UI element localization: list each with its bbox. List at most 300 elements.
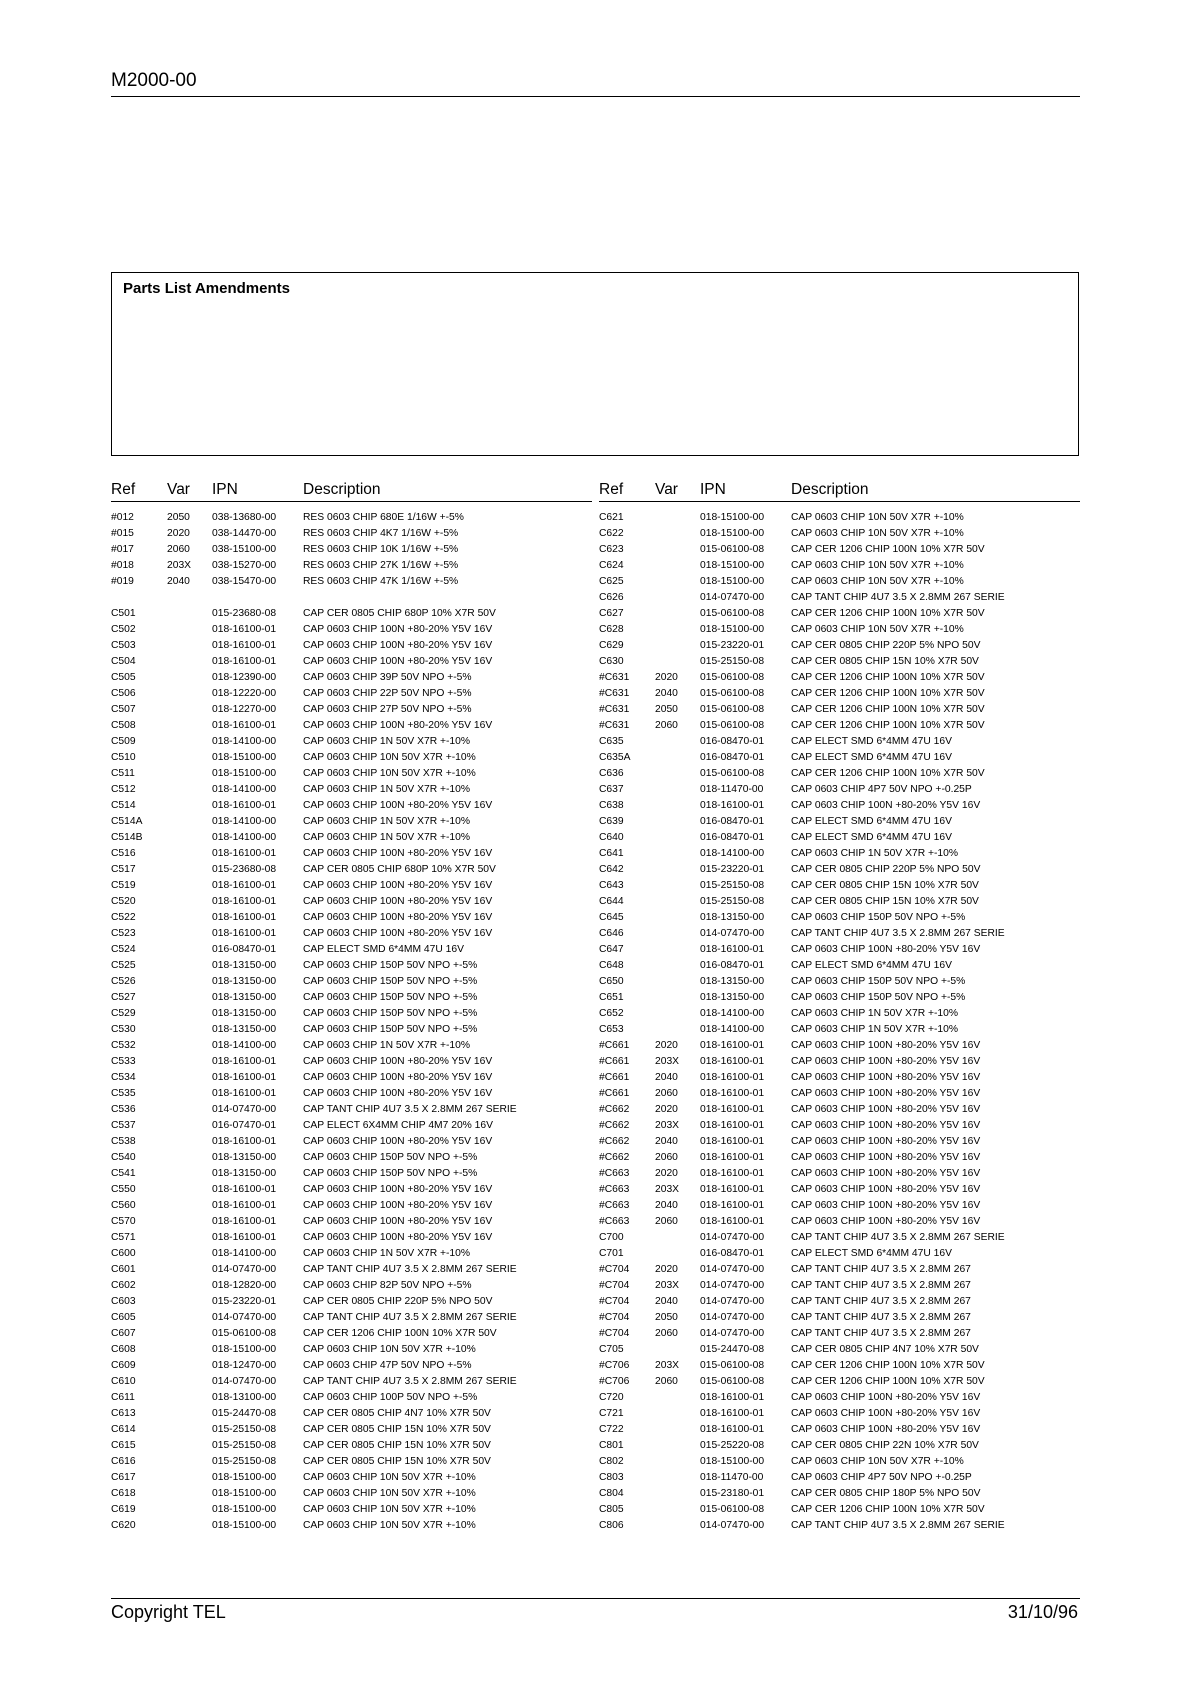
part-ipn: 018-16100-01 (700, 1104, 765, 1115)
part-var: 203X (655, 1280, 680, 1291)
part-row (599, 1054, 1080, 1070)
part-ref: C620 (111, 1520, 136, 1531)
part-ipn: 018-16100-01 (700, 1088, 765, 1099)
part-description: CAP ELECT SMD 6*4MM 47U 16V (791, 832, 952, 843)
part-ipn: 018-16100-01 (212, 640, 277, 651)
part-ipn: 018-15100-00 (700, 624, 765, 635)
part-description: CAP 0603 CHIP 100N +80-20% Y5V 16V (303, 624, 493, 635)
part-ref: C508 (111, 720, 136, 731)
part-ipn: 018-15100-00 (700, 560, 765, 571)
part-row (111, 1022, 592, 1038)
part-ref: C610 (111, 1376, 136, 1387)
part-description: CAP 0603 CHIP 150P 50V NPO +-5% (303, 1008, 478, 1019)
part-row (111, 702, 592, 718)
part-ref: #C663 (599, 1168, 630, 1179)
part-row (111, 1006, 592, 1022)
part-ref: C603 (111, 1296, 136, 1307)
part-description: CAP CER 1206 CHIP 100N 10% X7R 50V (791, 704, 985, 715)
part-description: CAP TANT CHIP 4U7 3.5 X 2.8MM 267 SERIE (791, 928, 1005, 939)
part-ref: C520 (111, 896, 136, 907)
part-description: CAP 0603 CHIP 4P7 50V NPO +-0.25P (791, 1472, 972, 1483)
part-row (599, 1214, 1080, 1230)
part-var: 203X (655, 1056, 680, 1067)
part-row (599, 798, 1080, 814)
part-description: CAP 0603 CHIP 1N 50V X7R +-10% (303, 832, 471, 843)
part-description: CAP 0603 CHIP 100N +80-20% Y5V 16V (791, 1424, 981, 1435)
part-ref: C514A (111, 816, 143, 827)
part-ipn: 018-16100-01 (212, 880, 277, 891)
part-row (599, 894, 1080, 910)
part-ref: #017 (111, 544, 134, 555)
part-description: CAP 0603 CHIP 100N +80-20% Y5V 16V (303, 656, 493, 667)
part-row (599, 1310, 1080, 1326)
part-ipn: 016-08470-01 (700, 816, 765, 827)
part-ipn: 018-16100-01 (212, 800, 277, 811)
part-row (111, 1454, 592, 1470)
part-ipn: 018-15100-00 (212, 1488, 277, 1499)
part-ipn: 018-16100-01 (212, 928, 277, 939)
part-row (599, 590, 1080, 606)
part-description: CAP ELECT SMD 6*4MM 47U 16V (791, 816, 952, 827)
part-row (599, 1198, 1080, 1214)
part-description: CAP CER 1206 CHIP 100N 10% X7R 50V (791, 1504, 985, 1515)
part-description: CAP ELECT SMD 6*4MM 47U 16V (791, 736, 952, 747)
part-row (599, 814, 1080, 830)
part-ipn: 015-06100-08 (700, 688, 765, 699)
part-var: 2040 (655, 1200, 678, 1211)
part-description: CAP 0603 CHIP 100N +80-20% Y5V 16V (791, 1104, 981, 1115)
part-description: CAP 0603 CHIP 100N +80-20% Y5V 16V (791, 1056, 981, 1067)
part-ref: C624 (599, 560, 624, 571)
part-var: 2040 (655, 1296, 678, 1307)
part-ipn: 038-15470-00 (212, 576, 277, 587)
part-description: CAP CER 0805 CHIP 180P 5% NPO 50V (791, 1488, 981, 1499)
part-ref: C619 (111, 1504, 136, 1515)
part-ref: C506 (111, 688, 136, 699)
part-row (599, 942, 1080, 958)
part-ipn: 018-11470-00 (700, 784, 764, 795)
part-row (111, 638, 592, 654)
part-ref: C529 (111, 1008, 136, 1019)
part-var: 2020 (655, 1264, 678, 1275)
part-ref: C705 (599, 1344, 624, 1355)
part-row (111, 510, 592, 526)
part-row (599, 878, 1080, 894)
part-ipn: 018-16100-01 (700, 944, 765, 955)
part-description: CAP 0603 CHIP 100N +80-20% Y5V 16V (303, 1216, 493, 1227)
part-description: CAP 0603 CHIP 100N +80-20% Y5V 16V (303, 912, 493, 923)
part-ipn: 038-15100-00 (212, 544, 277, 555)
part-row (599, 1486, 1080, 1502)
part-ipn: 018-16100-01 (212, 1088, 277, 1099)
part-ref: #015 (111, 528, 134, 539)
part-ref: C538 (111, 1136, 136, 1147)
page-header-title: M2000-00 (111, 70, 197, 91)
part-description: CAP 0603 CHIP 100N +80-20% Y5V 16V (791, 1408, 981, 1419)
part-description: CAP TANT CHIP 4U7 3.5 X 2.8MM 267 (791, 1296, 971, 1307)
parts-rows-left (111, 510, 592, 1534)
part-ipn: 038-14470-00 (212, 528, 277, 539)
part-ref: C532 (111, 1040, 136, 1051)
part-description: CAP CER 0805 CHIP 220P 5% NPO 50V (791, 640, 981, 651)
part-var: 203X (655, 1360, 680, 1371)
column-header (599, 481, 1080, 502)
part-ref: #C704 (599, 1328, 630, 1339)
part-ipn: 018-14100-00 (700, 848, 765, 859)
part-row (111, 1054, 592, 1070)
part-ipn: 014-07470-00 (700, 1520, 765, 1531)
part-row (111, 1198, 592, 1214)
part-ipn: 015-06100-08 (700, 1360, 765, 1371)
part-row (111, 798, 592, 814)
part-ipn: 018-14100-00 (212, 816, 277, 827)
part-ipn: 018-14100-00 (212, 832, 277, 843)
part-row (111, 846, 592, 862)
part-ref: C509 (111, 736, 136, 747)
part-row (111, 1278, 592, 1294)
part-ref: #C631 (599, 688, 630, 699)
footer-date: 31/10/96 (1007, 1602, 1078, 1622)
part-row (599, 782, 1080, 798)
part-description: CAP CER 1206 CHIP 100N 10% X7R 50V (791, 544, 985, 555)
part-row (111, 1326, 592, 1342)
footer-rule (111, 1598, 1080, 1599)
part-ref: C514 (111, 800, 136, 811)
part-description: CAP TANT CHIP 4U7 3.5 X 2.8MM 267 SERIE (303, 1376, 517, 1387)
part-ipn: 016-07470-01 (212, 1120, 277, 1131)
part-row (111, 814, 592, 830)
part-ref: C605 (111, 1312, 136, 1323)
part-row (599, 638, 1080, 654)
part-row (599, 1070, 1080, 1086)
part-ref: C618 (111, 1488, 136, 1499)
part-description: CAP 0603 CHIP 82P 50V NPO +-5% (303, 1280, 472, 1291)
part-ref: C512 (111, 784, 136, 795)
part-row (111, 1358, 592, 1374)
part-ref: C646 (599, 928, 624, 939)
part-ipn: 018-15100-00 (212, 1344, 277, 1355)
part-ipn: 018-13150-00 (700, 912, 765, 923)
part-ref: #C663 (599, 1184, 630, 1195)
part-ref: #C704 (599, 1264, 630, 1275)
part-ref: #C662 (599, 1152, 630, 1163)
part-row (599, 1326, 1080, 1342)
part-row (111, 622, 592, 638)
part-row (599, 990, 1080, 1006)
header-ipn: IPN (212, 481, 238, 498)
part-ipn: 018-16100-01 (212, 912, 277, 923)
part-description: CAP ELECT SMD 6*4MM 47U 16V (303, 944, 464, 955)
part-description: CAP 0603 CHIP 10N 50V X7R +-10% (303, 768, 476, 779)
part-row (599, 1438, 1080, 1454)
part-var: 2060 (655, 720, 678, 731)
part-ipn: 015-06100-08 (700, 720, 765, 731)
part-ref: C640 (599, 832, 624, 843)
part-ipn: 018-15100-00 (212, 1520, 277, 1531)
part-row (111, 1102, 592, 1118)
part-ipn: 018-11470-00 (700, 1472, 764, 1483)
part-ipn: 018-16100-01 (700, 1120, 765, 1131)
part-ipn: 015-23180-01 (700, 1488, 765, 1499)
part-var: 2060 (655, 1088, 678, 1099)
header-ref: Ref (599, 481, 624, 498)
part-ipn: 018-16100-01 (212, 896, 277, 907)
part-row (599, 1166, 1080, 1182)
part-ipn: 014-07470-00 (700, 1232, 765, 1243)
part-ipn: 018-16100-01 (212, 1200, 277, 1211)
part-ipn: 018-13150-00 (212, 1152, 277, 1163)
part-var: 2040 (655, 1072, 678, 1083)
part-var: 2060 (655, 1328, 678, 1339)
part-ref: C637 (599, 784, 624, 795)
part-row (111, 1470, 592, 1486)
part-ref: C615 (111, 1440, 136, 1451)
part-ipn: 015-25150-08 (700, 896, 765, 907)
part-row (111, 654, 592, 670)
part-description: CAP 0603 CHIP 10N 50V X7R +-10% (303, 1504, 476, 1515)
part-row (111, 526, 592, 542)
part-row (599, 622, 1080, 638)
part-ref: C614 (111, 1424, 136, 1435)
part-ipn: 018-14100-00 (212, 784, 277, 795)
part-ref: C537 (111, 1120, 136, 1131)
part-row (111, 782, 592, 798)
part-ref: C635 (599, 736, 624, 747)
part-description: CAP 0603 CHIP 150P 50V NPO +-5% (791, 992, 966, 1003)
part-ipn: 018-15100-00 (212, 1472, 277, 1483)
part-row (111, 1166, 592, 1182)
header-var: Var (655, 481, 678, 498)
part-row (111, 686, 592, 702)
part-ref: #C661 (599, 1056, 630, 1067)
part-ipn: 018-13150-00 (212, 1024, 277, 1035)
part-ipn: 018-14100-00 (212, 1040, 277, 1051)
part-ref: C643 (599, 880, 624, 891)
part-ipn: 015-25150-08 (700, 656, 765, 667)
part-description: CAP 0603 CHIP 100N +80-20% Y5V 16V (303, 928, 493, 939)
part-description: CAP 0603 CHIP 100N +80-20% Y5V 16V (791, 1136, 981, 1147)
part-ipn: 018-16100-01 (212, 720, 277, 731)
part-description: CAP ELECT SMD 6*4MM 47U 16V (791, 752, 952, 763)
part-description: CAP 0603 CHIP 150P 50V NPO +-5% (303, 1168, 478, 1179)
part-description: CAP CER 0805 CHIP 220P 5% NPO 50V (791, 864, 981, 875)
part-description: CAP ELECT 6X4MM CHIP 4M7 20% 16V (303, 1120, 494, 1131)
part-description: CAP CER 0805 CHIP 15N 10% X7R 50V (303, 1456, 491, 1467)
part-description: CAP CER 0805 CHIP 15N 10% X7R 50V (791, 656, 979, 667)
part-description: CAP 0603 CHIP 1N 50V X7R +-10% (303, 784, 471, 795)
part-ref: C602 (111, 1280, 136, 1291)
part-description: CAP TANT CHIP 4U7 3.5 X 2.8MM 267 (791, 1328, 971, 1339)
part-row (599, 558, 1080, 574)
part-ref: C507 (111, 704, 136, 715)
header-var: Var (167, 481, 190, 498)
part-ref: C503 (111, 640, 136, 651)
part-row (599, 1406, 1080, 1422)
part-ref: C635A (599, 752, 631, 763)
part-ref: #012 (111, 512, 134, 523)
part-ref: C645 (599, 912, 624, 923)
part-ipn: 015-06100-08 (700, 1376, 765, 1387)
part-description: RES 0603 CHIP 4K7 1/16W +-5% (303, 528, 459, 539)
part-description: CAP 0603 CHIP 100N +80-20% Y5V 16V (791, 1072, 981, 1083)
part-ref: C525 (111, 960, 136, 971)
part-ipn: 018-14100-00 (700, 1024, 765, 1035)
header-rule (111, 96, 1080, 97)
part-description: CAP 0603 CHIP 10N 50V X7R +-10% (303, 1472, 476, 1483)
part-ipn: 018-13150-00 (212, 1168, 277, 1179)
part-ref: C609 (111, 1360, 136, 1371)
part-description: CAP 0603 CHIP 100N +80-20% Y5V 16V (791, 1200, 981, 1211)
part-description: CAP ELECT SMD 6*4MM 47U 16V (791, 960, 952, 971)
part-description: CAP 0603 CHIP 100N +80-20% Y5V 16V (303, 640, 493, 651)
part-var: 2060 (655, 1152, 678, 1163)
part-ipn: 014-07470-00 (212, 1312, 277, 1323)
part-ipn: 016-08470-01 (700, 832, 765, 843)
part-ipn: 018-15100-00 (212, 752, 277, 763)
part-description: CAP 0603 CHIP 150P 50V NPO +-5% (303, 960, 478, 971)
part-ref: C510 (111, 752, 136, 763)
part-ipn: 014-07470-00 (212, 1376, 277, 1387)
part-ref: C622 (599, 528, 624, 539)
part-description: CAP CER 1206 CHIP 100N 10% X7R 50V (303, 1328, 497, 1339)
part-ref: C541 (111, 1168, 136, 1179)
part-description: CAP CER 1206 CHIP 100N 10% X7R 50V (791, 768, 985, 779)
part-ipn: 018-16100-01 (700, 1040, 765, 1051)
part-ref: C623 (599, 544, 624, 555)
part-var: 2020 (655, 672, 678, 683)
part-ref: C533 (111, 1056, 136, 1067)
part-description: CAP 0603 CHIP 150P 50V NPO +-5% (303, 1024, 478, 1035)
part-ipn: 018-16100-01 (700, 1392, 765, 1403)
part-description: CAP 0603 CHIP 10N 50V X7R +-10% (791, 528, 964, 539)
part-ipn: 018-14100-00 (700, 1008, 765, 1019)
part-ipn: 018-16100-01 (700, 1408, 765, 1419)
part-description: CAP 0603 CHIP 100N +80-20% Y5V 16V (303, 1232, 493, 1243)
part-row (599, 526, 1080, 542)
part-row (111, 1342, 592, 1358)
part-var: 203X (167, 560, 192, 571)
part-description: CAP CER 0805 CHIP 15N 10% X7R 50V (303, 1424, 491, 1435)
part-ipn: 015-24470-08 (212, 1408, 277, 1419)
part-ref: C523 (111, 928, 136, 939)
part-var: 2050 (655, 704, 678, 715)
part-row (111, 1118, 592, 1134)
part-description: CAP 0603 CHIP 10N 50V X7R +-10% (303, 1520, 476, 1531)
part-ipn: 018-13100-00 (212, 1392, 277, 1403)
part-ipn: 018-15100-00 (212, 1504, 277, 1515)
part-ipn: 018-15100-00 (700, 576, 765, 587)
part-row (599, 750, 1080, 766)
part-row (599, 830, 1080, 846)
part-row (599, 1086, 1080, 1102)
part-ipn: 016-08470-01 (700, 752, 765, 763)
part-ref: C536 (111, 1104, 136, 1115)
column-header (111, 481, 592, 502)
part-ref: C636 (599, 768, 624, 779)
part-row (111, 574, 592, 590)
part-row (111, 1422, 592, 1438)
part-ipn: 018-12270-00 (212, 704, 277, 715)
part-description: CAP CER 0805 CHIP 22N 10% X7R 50V (791, 1440, 979, 1451)
part-ref: C653 (599, 1024, 624, 1035)
part-description: CAP 0603 CHIP 100N +80-20% Y5V 16V (303, 800, 493, 811)
part-description: CAP 0603 CHIP 100N +80-20% Y5V 16V (791, 1392, 981, 1403)
part-ref: C642 (599, 864, 624, 875)
part-description: CAP CER 0805 CHIP 15N 10% X7R 50V (791, 880, 979, 891)
part-description: CAP 0603 CHIP 100N +80-20% Y5V 16V (791, 1040, 981, 1051)
part-var: 203X (655, 1184, 680, 1195)
part-description: CAP 0603 CHIP 150P 50V NPO +-5% (791, 912, 966, 923)
part-ref: C721 (599, 1408, 624, 1419)
part-row (599, 510, 1080, 526)
part-ipn: 018-12470-00 (212, 1360, 277, 1371)
part-description: CAP 0603 CHIP 100N +80-20% Y5V 16V (791, 1168, 981, 1179)
part-ipn: 015-06100-08 (700, 544, 765, 555)
part-description: CAP 0603 CHIP 100N +80-20% Y5V 16V (303, 1136, 493, 1147)
part-ipn: 018-16100-01 (700, 1216, 765, 1227)
part-row (111, 670, 592, 686)
part-ipn: 018-15100-00 (212, 768, 277, 779)
part-ref: C644 (599, 896, 624, 907)
part-ref: #C631 (599, 672, 630, 683)
part-row (599, 1006, 1080, 1022)
part-description: CAP 0603 CHIP 100N +80-20% Y5V 16V (303, 880, 493, 891)
part-row (599, 1390, 1080, 1406)
part-ipn: 018-16100-01 (212, 624, 277, 635)
part-description: CAP 0603 CHIP 1N 50V X7R +-10% (791, 848, 959, 859)
part-ipn: 016-08470-01 (700, 736, 765, 747)
part-ipn: 015-23680-08 (212, 864, 277, 875)
part-description: CAP 0603 CHIP 4P7 50V NPO +-0.25P (791, 784, 972, 795)
part-ipn: 014-07470-00 (700, 928, 765, 939)
part-ipn: 014-07470-00 (700, 1280, 765, 1291)
part-description: CAP 0603 CHIP 1N 50V X7R +-10% (303, 816, 471, 827)
part-ref: C629 (599, 640, 624, 651)
part-ipn: 018-13150-00 (212, 976, 277, 987)
part-row (111, 974, 592, 990)
part-ipn: 018-16100-01 (700, 800, 765, 811)
part-ref: #C663 (599, 1200, 630, 1211)
part-ipn: 018-14100-00 (212, 736, 277, 747)
part-ipn: 015-25220-08 (700, 1440, 765, 1451)
part-description: CAP CER 0805 CHIP 220P 5% NPO 50V (303, 1296, 493, 1307)
part-ipn: 015-06100-08 (700, 1504, 765, 1515)
part-ipn: 018-12820-00 (212, 1280, 277, 1291)
part-ipn: 018-16100-01 (700, 1136, 765, 1147)
part-ref: C626 (599, 592, 624, 603)
part-description: CAP 0603 CHIP 10N 50V X7R +-10% (303, 1344, 476, 1355)
part-ref: C540 (111, 1152, 136, 1163)
part-ref: #C662 (599, 1120, 630, 1131)
part-description: RES 0603 CHIP 10K 1/16W +-5% (303, 544, 459, 555)
part-description: CAP 0603 CHIP 100N +80-20% Y5V 16V (303, 1072, 493, 1083)
part-ref: C501 (111, 608, 136, 619)
part-ipn: 018-13150-00 (212, 960, 277, 971)
part-ipn: 014-07470-00 (700, 1296, 765, 1307)
part-row (599, 686, 1080, 702)
part-ipn: 018-16100-01 (212, 848, 277, 859)
part-description: CAP 0603 CHIP 1N 50V X7R +-10% (303, 1040, 471, 1051)
part-row (111, 862, 592, 878)
part-var: 2060 (655, 1376, 678, 1387)
part-ref: C601 (111, 1264, 136, 1275)
part-row (111, 990, 592, 1006)
part-ipn: 018-13150-00 (700, 976, 765, 987)
part-ref: C805 (599, 1504, 624, 1515)
part-var: 203X (655, 1120, 680, 1131)
part-description: CAP CER 1206 CHIP 100N 10% X7R 50V (791, 1376, 985, 1387)
part-row (599, 670, 1080, 686)
